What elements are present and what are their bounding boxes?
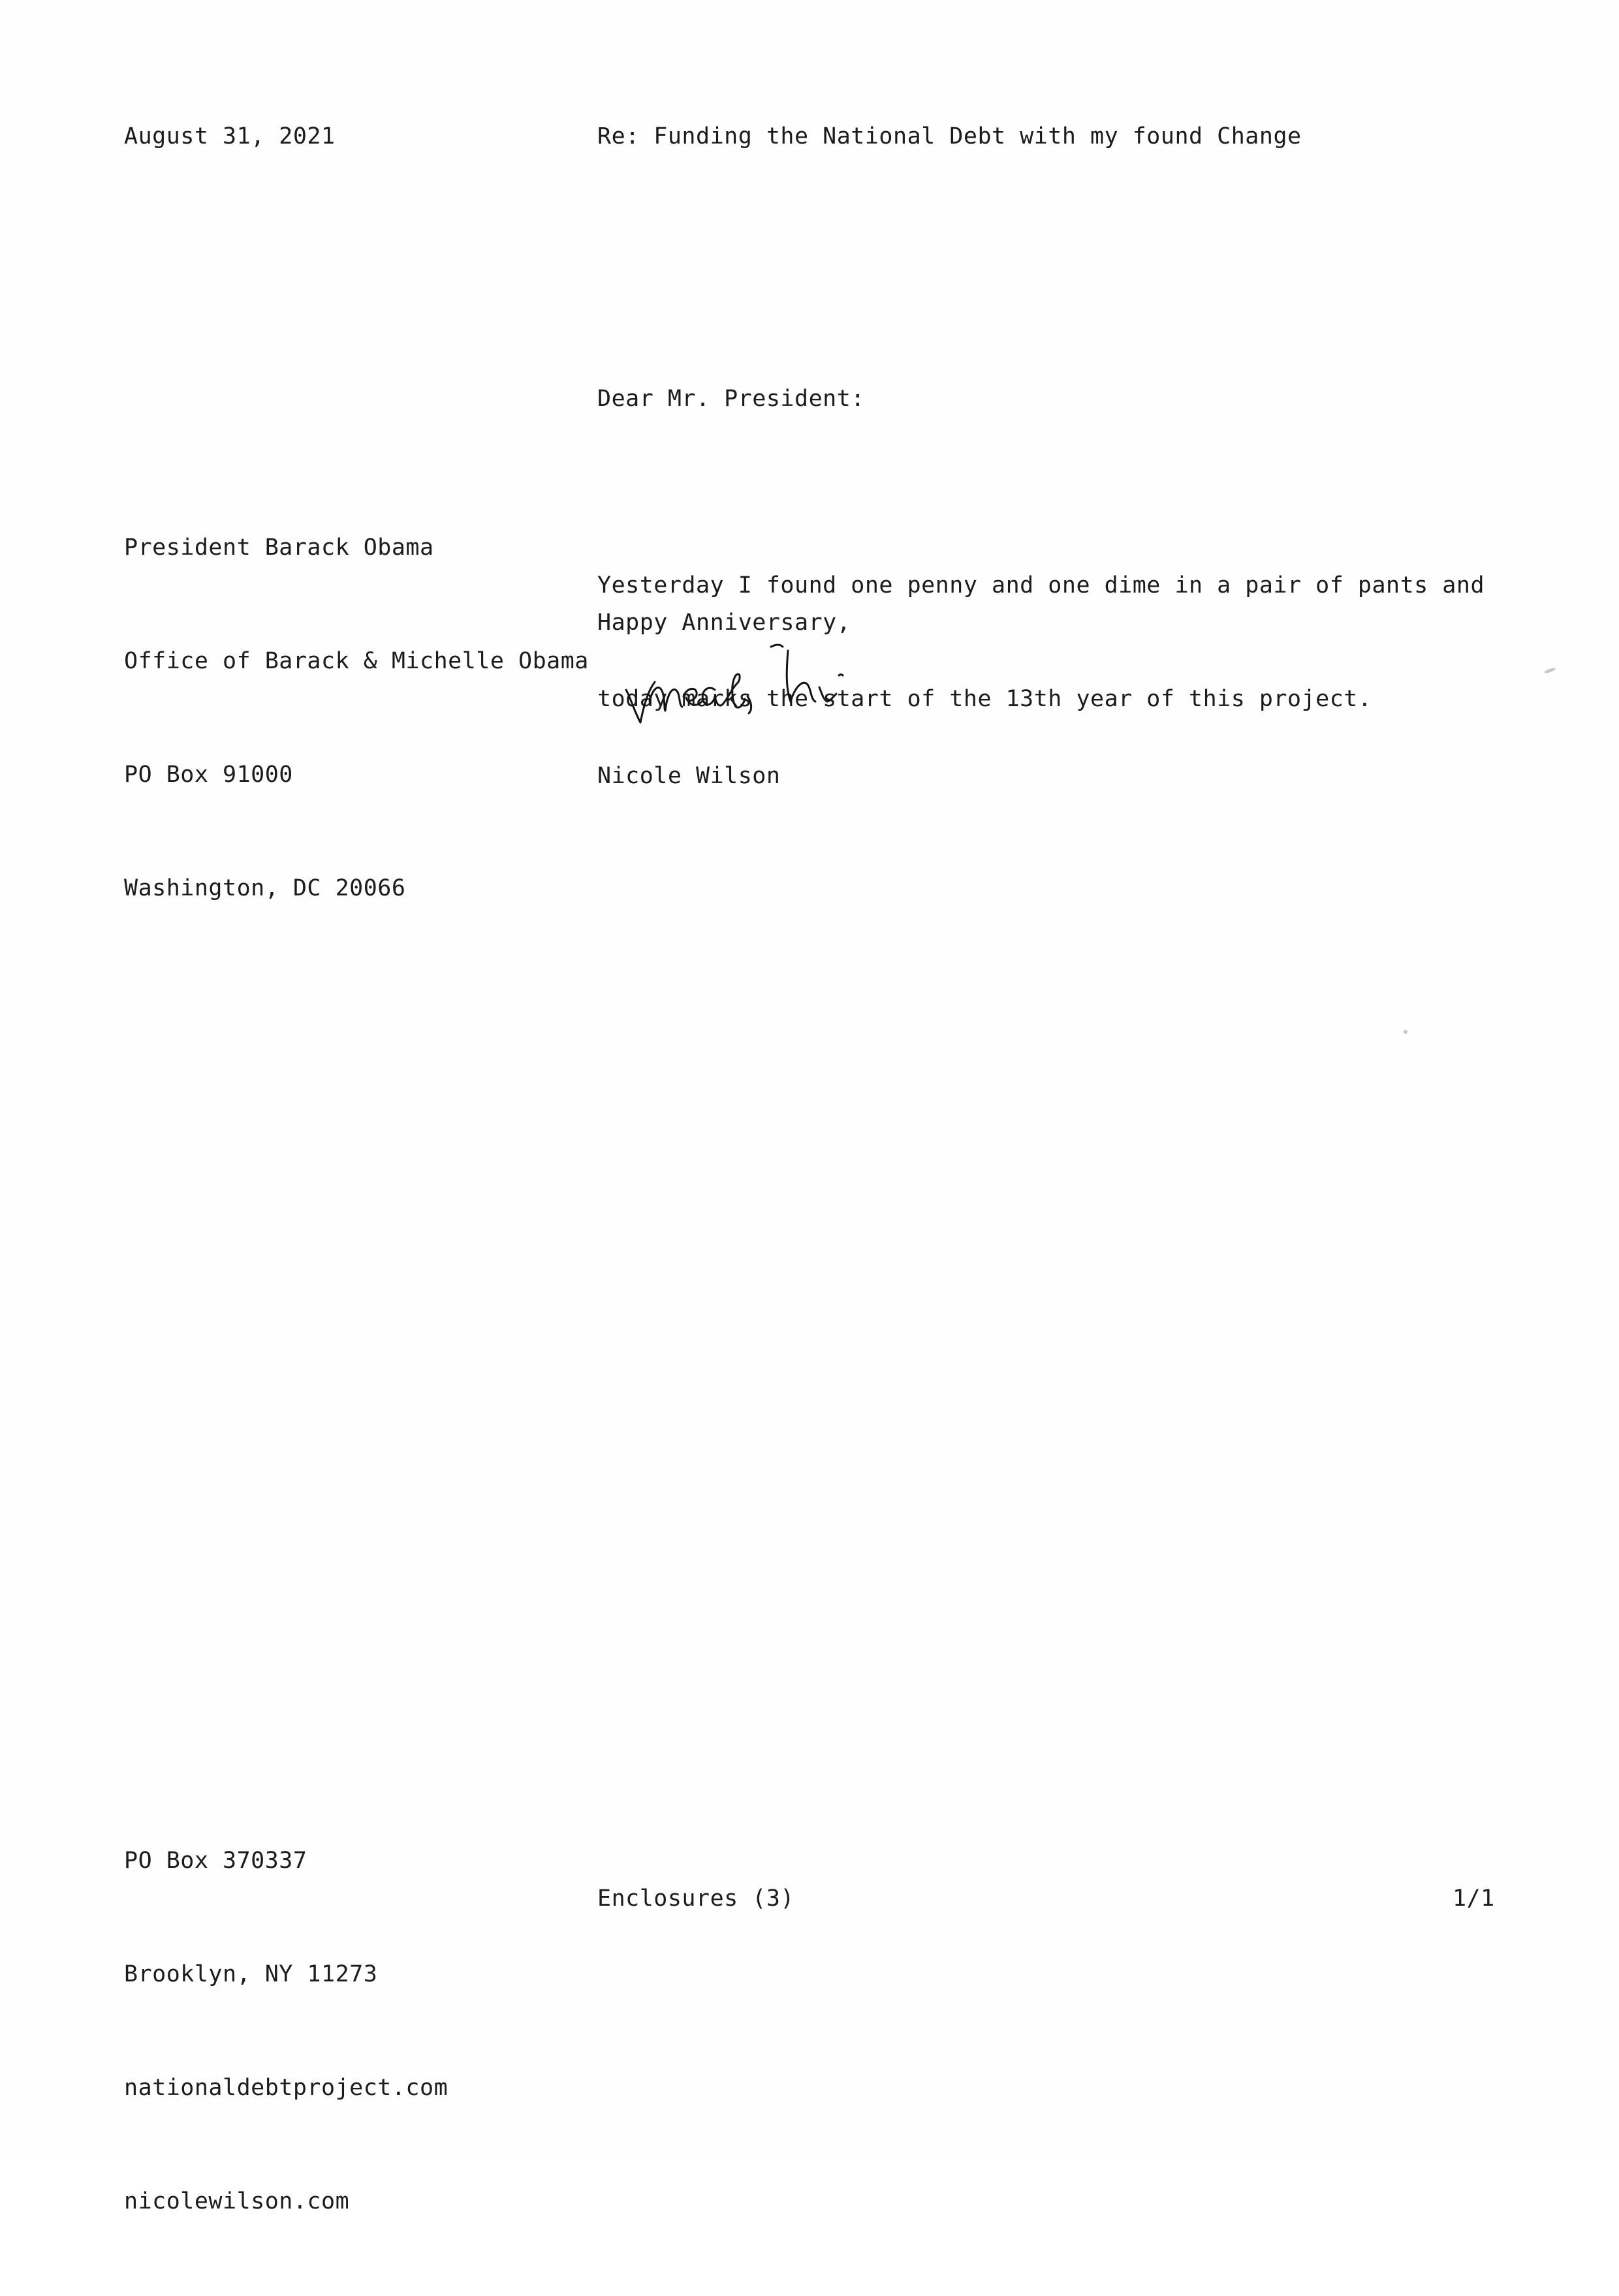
salutation: Dear Mr. President:: [597, 386, 865, 412]
enclosures-note: Enclosures (3): [597, 1885, 795, 1912]
letter-date: August 31, 2021: [124, 123, 336, 149]
sender-address-line: PO Box 370337: [124, 1848, 307, 1874]
sender-website-link: nicolewilson.com: [124, 2188, 350, 2214]
recipient-address: [124, 453, 589, 983]
page-number: 1/1: [1453, 1885, 1495, 1912]
recipient-line: PO Box 91000: [124, 762, 293, 788]
body-line: today marks the start of the 13th year of this project.: [597, 686, 1372, 712]
handwritten-signature: [623, 636, 963, 751]
recipient-line: Washington, DC 20066: [124, 875, 406, 901]
closing: Happy Anniversary,: [597, 610, 851, 636]
sender-address-line: Brooklyn, NY 11273: [124, 1961, 378, 1987]
recipient-line: President Barack Obama: [124, 535, 434, 561]
scan-speck: [1404, 1030, 1407, 1034]
scan-speck: [1544, 667, 1556, 674]
sender-website-link: nationaldebtproject.com: [124, 2075, 448, 2101]
recipient-line: Office of Barack & Michelle Obama: [124, 648, 589, 674]
subject-line: Re: Funding the National Debt with my found Change: [597, 123, 1302, 149]
body-line: Yesterday I found one penny and one dime in a pair of pants and: [597, 572, 1485, 598]
sender-address: [124, 1766, 448, 2296]
sender-name: Nicole Wilson: [597, 763, 781, 789]
